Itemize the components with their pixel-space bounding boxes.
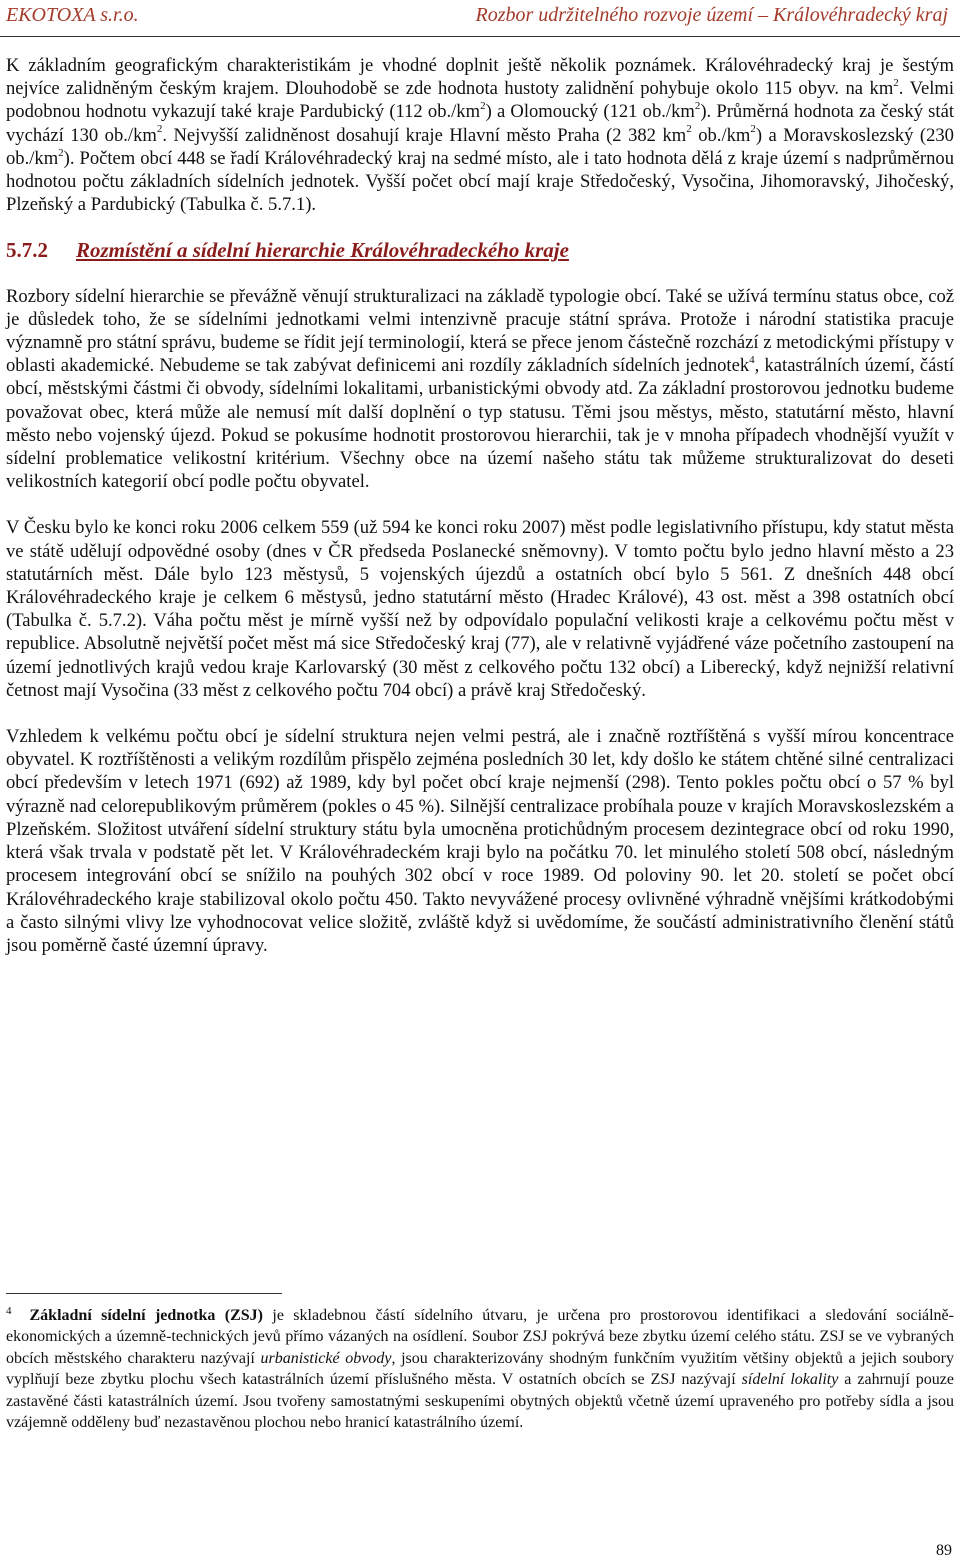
document-title: Rozbor udržitelného rozvoje území – Královéhradecký kraj	[475, 4, 948, 26]
text-run: ). Počtem obcí 448 se řadí Královéhradecký kraj na sedmé místo, ale i tato hodnota dělá z kraje území s nadprůměrnou hodnotou počtu základních sídelních jednotek. Vyšší počet obcí mají kraje Středočeský, Vysočina, Jihomoravský, Jihočeský, Plzeňský a Pardubický (Tabulka č. 5.7.1).	[6, 147, 954, 216]
paragraph-hierarchy	[6, 285, 954, 494]
text-run: ) a Moravskoslezský (230 ob./km	[6, 124, 954, 169]
text-run: , katastrálních území, částí obcí, městskými částmi či obvody, sídelními lokalitami, urbanistickými obvody atd. Za základní prostorovou jednotku budeme považovat obec, která může ale nemusí mít další doplnění o typ statusu. Těmi jsou městys, město, statutární město, hlavní město nebo vojenský újezd. Pokud se pokusíme hodnotit prostorovou hierarchii, tak je v mnoha případech vhodnější využít v sídelní problematice velikostní kritérium. Všechny obce na území našeho státu tak můžeme strukturalizovat do deseti velikostních kategorií obcí podle počtu obyvatel.	[6, 355, 954, 493]
page-number: 89	[936, 1542, 952, 1559]
footnote-divider	[6, 1293, 282, 1294]
footnote	[6, 1305, 954, 1433]
italic-term: urbanistické obvody	[260, 1349, 392, 1367]
text-run: je skladebnou částí sídelního útvaru, je určena pro prostorovou identifikaci a sledování sociálně-ekonomických a územně-technických jevů přímo vázaných na osídlení. Soubor ZSJ pokrývá beze zbytku území celého státu. ZSJ se ve vybraných obcích městského charakteru nazývají	[6, 1307, 954, 1367]
section-title: Rozmístění a sídelní hierarchie Královéhradeckého kraje	[76, 238, 569, 263]
section-number: 5.7.2	[6, 238, 48, 263]
superscript: 2	[750, 123, 756, 136]
paragraph-geography	[6, 54, 954, 216]
superscript: 2	[480, 100, 486, 113]
superscript: 2	[694, 100, 701, 113]
superscript: 2	[686, 123, 692, 136]
superscript: 2	[893, 77, 899, 90]
italic-term: sídelní lokality	[741, 1371, 839, 1389]
text-run: ) a Olomoucký (121 ob./km	[485, 101, 695, 123]
text-run: . Velmi podobnou hodnotu vykazují také kraje Pardubický (112 ob./km	[6, 78, 954, 123]
company-name: EKOTOXA s.r.o.	[6, 4, 139, 26]
text-run: , jsou charakterizovány shodným funkčním využitím většiny objektů a jejich soubory vyplňují beze zbytku plochu všech katastrálních území příslušného města. V ostatních obcích se ZSJ nazývají	[6, 1349, 955, 1389]
paragraph-towns: V Česku bylo ke konci roku 2006 celkem 559 (už 594 ke konci roku 2007) měst podle legislativního přístupu, kdy statut města ve státě udělují odpovědné osoby (dnes v ČR předseda Poslanecké sněmovny). V tomto počtu bylo jedno hlavní město a 23 statutárních měst. Dále bylo 123 městysů, 5 vojenských újezdů a ostatních obcí bylo 5 561. Z dnešních 448 obcí Královéhradeckého kraje je celkem 6 městysů, jedno statutární město (Hradec Králové), 43 ost. měst a 398 ostatních obcí (Tabulka č. 5.7.2). Váha počtu měst je mírně vyšší než by odpovídalo populační velikosti kraje a celkovému počtu měst v republice. Absolutně největší počet měst má sice Středočeský kraj (77), ale v relativně vyjádřené váze početního zastoupení na území jednotlivých krajů vedou kraje Karlovarský (30 měst z celkového počtu 132 obcí) a Liberecký, když nejnižší relativní četnost mají Vysočina (33 měst z celkového počtu 704 obcí) a právě kraj Středočeský.	[6, 517, 954, 701]
page-header	[0, 0, 960, 36]
main-content	[6, 54, 954, 957]
footnote-reference: 4	[749, 354, 755, 367]
paragraph-fragmentation: Vzhledem k velkému počtu obcí je sídelní struktura nejen velmi pestrá, ale i značně roztříštěná s vyšší mírou koncentrace obyvatel. K roztříštěnosti a velikým rozdílům přispělo zejména posledních 30 let, kdy došlo ke státem chtěné silné centralizaci obcí především v letech 1971 (692) až 1989, kdy byl počet obcí kraje nejmenší (298). Tento pokles počtu obcí o 57 % byl výrazně nad celorepublikovým průměrem (pokles o 45 %). Silnější centralizace probíhala pouze v krajích Moravskoslezském a Plzeňském. Složitost utváření sídelní struktury státu byla umocněna protichůdným procesem dezintegrace obcí od roku 1990, která však trvala v podstatě pět let. V Královéhradeckém kraji bylo na počátku 70. let minulého století 508 obcí, následným procesem integrování obcí se snížilo na pouhých 302 obcí v roce 1989. Od poloviny 90. let 20. století se počet obcí Královéhradeckého kraje stabilizoval okolo počtu 450. Takto nevyvážené procesy ovlivněné výhradně vnějšími krátkodobými a často silnými vlivy lze vyhodnocovat velice složitě, zvláště když si uvědomíme, že součástí administrativního členění států jsou poměrně časté územní úpravy.	[6, 726, 954, 956]
section-heading	[6, 239, 954, 262]
text-run: K základním geografickým charakteristikám je vhodné doplnit ještě několik poznámek. Královéhradecký kraj je šestým nejvíce zalidněným českým krajem. Dlouhodobě se zde hodnota hustoty zalidnění pohybuje okolo 115 obyv. na km	[6, 55, 954, 100]
footnote-term: Základní sídelní jednotka (ZSJ)	[29, 1307, 264, 1324]
text-run: ). Průměrná hodnota za český stát vychází 130 ob./km	[6, 101, 954, 146]
text-run: . Nejvyšší zalidněnost dosahují kraje Hlavní město Praha (2 382 km	[162, 124, 687, 146]
superscript: 2	[58, 146, 64, 159]
footnote-mark: 4	[6, 1304, 12, 1317]
text-run: a zahrnují pouze zastavěné části katastrálních území. Jsou tvořeny samostatnými seskupeními obytných objektů včetně území upraveného pro potřeby sídla a jsou vzájemně odděleny buď nezastavěnou plochou nebo hranicí katastrálního území.	[6, 1371, 954, 1432]
text-run: ob./km	[691, 124, 751, 146]
superscript: 2	[156, 123, 163, 136]
header-divider	[0, 36, 960, 37]
text-run: Rozbory sídelní hierarchie se převážně věnují strukturalizaci na základě typologie obcí. Také se užívá termínu status obce, což je důsledek toho, že se sídelními jednotkami velmi intenzivně pracuje státní správa. Protože i národní statistika pracuje významně pro státní správu, budeme se řídit její terminologií, která se přece jenom částečně rozchází z metodickými přístupy v oblasti akademické. Nebudeme se tak zabývat definicemi ani rozdíly základních sídelních jednotek	[6, 285, 954, 377]
